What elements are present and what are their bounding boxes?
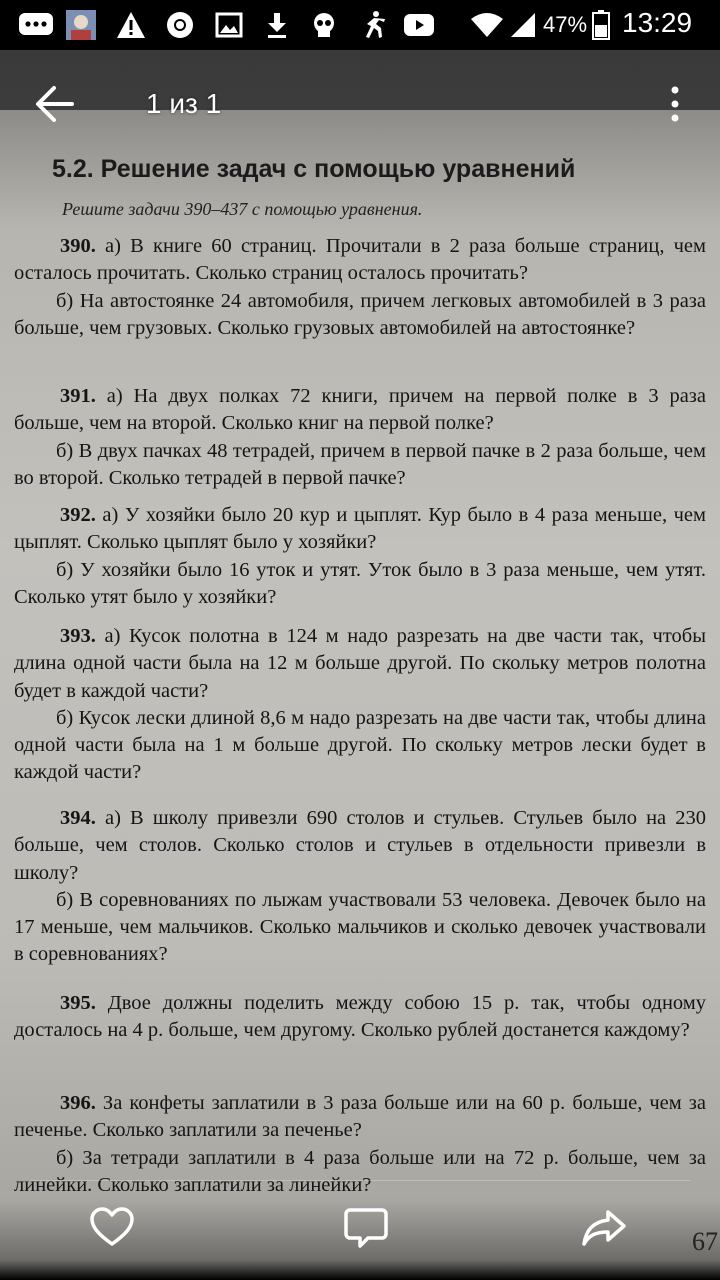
youtube-icon [404,10,434,40]
textbook-page [0,105,720,1270]
problem-number: 396. [60,1092,96,1114]
battery-percent: 47% [543,12,588,37]
divider [30,1180,690,1181]
problem-number: 392. [60,504,96,526]
problem-text: а) На двух полках 72 книги, причем на первой полке в 3 раза больше, чем на второй. Сколько книг на первой полке? [14,385,706,435]
signal-icon [508,10,538,40]
image-icon [214,10,244,40]
section-title: 5.2. Решение задач с помощью уравнений [52,155,576,183]
problem-391 [14,383,706,492]
problem-number: 394. [60,807,96,829]
viewer-app-bar [0,70,720,140]
problem-number: 391. [60,385,96,407]
page-number: 67 [692,1227,718,1256]
download-icon [262,10,292,40]
problem-text: б) У хозяйки было 16 уток и утят. Уток было в 3 раза меньше, чем утят. Сколько утят было у хозяйки? [14,558,706,608]
status-bar [0,0,720,50]
problem-395 [14,990,706,1045]
problem-393 [14,623,706,787]
warning-icon [116,10,146,40]
back-arrow-icon[interactable] [32,84,80,124]
problem-text: а) В школу привезли 690 столов и стульев. Стульев было на 230 больше, чем столов. Сколько столов и стульев в отдельности привезли в школу? [14,807,707,884]
problem-number: 393. [60,625,96,647]
problem-text: б) За тетради заплатили в 4 раза больше или на 72 р. больше, чем за линейки. Сколько заплатили за линейки? [14,1146,706,1196]
photo-viewer[interactable] [0,50,720,1280]
page-counter: 1 из 1 [146,88,222,119]
action-bar [0,1180,720,1270]
heart-icon[interactable] [88,1204,136,1252]
problem-number: 390. [60,235,96,257]
runner-icon [357,10,387,40]
problem-text: а) Кусок полотна в 124 м надо разрезать на две части так, чтобы длина одной части была на 12 м больше другой. По скольку метров полотна будет в каждой части? [14,625,706,702]
problem-390 [14,233,706,342]
skull-icon [309,10,339,40]
problem-text: Двое должны поделить между собою 15 р. так, чтобы одному досталось на 4 р. больше, чем другому. Сколько рублей достанется каждому? [14,992,707,1042]
section-subtitle: Решите задачи 390–437 с помощью уравнения. [62,199,423,219]
problem-text: б) На автостоянке 24 автомобиля, причем легковых автомобилей в 3 раза больше, чем грузовых. Сколько грузовых автомобилей на автостоянке? [14,289,706,339]
problem-text: б) В соревнованиях по лыжам участвовали 53 человека. Девочек было на 17 меньше, чем мальчиков. Сколько мальчиков и сколько девочек участвовали в соревнованиях? [14,888,706,966]
problem-text: б) Кусок лески длиной 8,6 м надо разрезать на две части так, чтобы длина одной части была на 1 м больше другой. По скольку метров лески будет в каждой части? [14,706,706,784]
problem-394 [14,805,706,969]
problem-number: 395. [60,992,96,1014]
wifi-icon [470,10,504,40]
problem-text: а) В книге 60 страниц. Прочитали в 2 раза больше страниц, чем осталось прочитать. Сколько страниц осталось прочитать? [14,235,706,285]
problem-392 [14,502,706,611]
share-icon[interactable] [580,1204,628,1252]
comment-icon[interactable] [342,1204,390,1252]
messages-icon [18,10,54,40]
battery-icon [590,10,612,40]
chrome-icon [165,10,195,40]
more-vertical-icon[interactable] [660,82,690,126]
problem-text: а) У хозяйки было 20 кур и цыплят. Кур было в 4 раза меньше, чем цыплят. Сколько цыплят было у хозяйки? [14,504,706,554]
app-avatar-icon [66,10,96,40]
clock-time: 13:29 [622,7,693,38]
problem-text: За конфеты заплатили в 3 раза больше или на 60 р. больше, чем за печенье. Сколько заплатили за печенье? [14,1092,706,1142]
problem-text: б) В двух пачках 48 тетрадей, причем в первой пачке в 2 раза больше, чем во второй. Сколько тетрадей в первой пачке? [14,439,706,489]
